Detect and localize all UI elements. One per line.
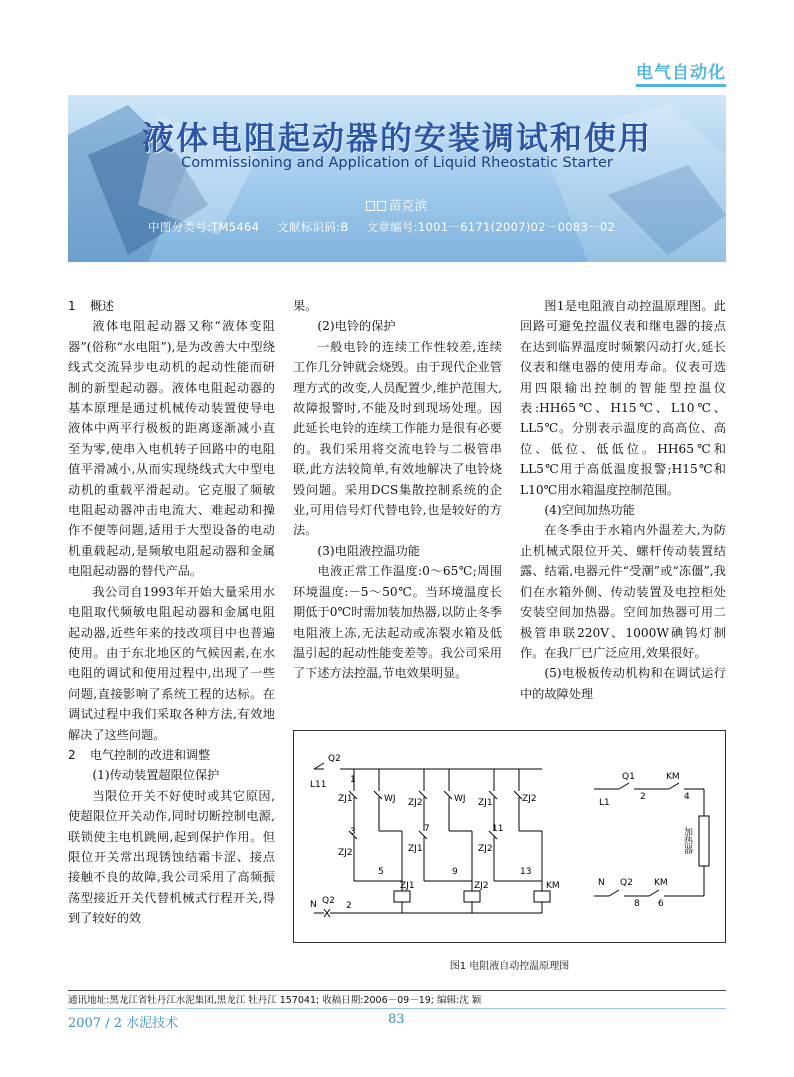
label: Q2	[328, 754, 341, 764]
author-name: 苗克滨	[388, 199, 428, 214]
title-banner	[68, 95, 726, 262]
section-title: 概述	[90, 299, 115, 313]
text-column-2	[293, 296, 502, 684]
paragraph: 当限位开关不好使时或其它原因,使超限位开关动作,同时切断控制电源,联锁使主电机跳闸,起到保护作用。但限位开关常出现锈蚀结霜卡涩、接点接触不良的故障,我公司采用了高频振荡型接近开关代替机械式行程开关,得到了较好的效	[68, 788, 275, 926]
section-heading	[68, 296, 275, 316]
subsection-heading: (1)传动装置超限位保护	[92, 768, 220, 783]
label: KM	[654, 878, 668, 888]
section-title: 电气控制的改进和调整	[90, 747, 211, 762]
label: L11	[310, 780, 327, 790]
label: 13	[520, 867, 532, 877]
label: ZJ2	[474, 881, 489, 891]
label: KM	[666, 772, 680, 782]
footnote-divider	[68, 990, 726, 991]
label: Q2	[322, 896, 335, 906]
journal-issue: 2007 / 2 水泥技术	[68, 1016, 179, 1031]
label: 5	[378, 867, 384, 877]
label: 8	[634, 899, 640, 909]
section-heading	[68, 745, 275, 765]
label: ZJ1	[338, 794, 353, 804]
article-subtitle: Commissioning and Application of Liquid Rheostatic Starter	[181, 155, 613, 171]
label: 6	[658, 899, 664, 909]
document-code: 文献标识码:B	[277, 220, 349, 234]
circuit-diagram	[293, 730, 726, 943]
article-number: 文章编号:1001－6171(2007)02－0083－02	[366, 220, 616, 234]
label: ZJ1	[478, 798, 493, 808]
label: ZJ2	[478, 844, 493, 854]
label: 加热器	[682, 827, 692, 854]
left-circuit	[314, 763, 550, 917]
label: WJ	[454, 794, 466, 804]
label: ZJ1	[408, 844, 423, 854]
label: KM	[546, 881, 560, 891]
label: 7	[424, 824, 430, 834]
label: Q1	[622, 772, 635, 782]
subsection-heading: (2)电铃的保护	[317, 319, 396, 334]
subsection-heading: (4)空间加热功能	[544, 503, 635, 518]
author-line	[68, 195, 726, 214]
label: 9	[452, 867, 458, 877]
label: 3	[350, 827, 356, 837]
label: ZJ1	[400, 881, 415, 891]
section-number: 1	[68, 299, 76, 313]
clc-number: 中图分类号:TM5464	[148, 220, 260, 234]
diagram-labels	[310, 754, 693, 911]
paragraph: 一般电铃的连续工作性较差,连续工作几分钟就会烧毁。由于现代企业管理方式的改变,人员配置少,维护范围大,故障报警时,不能及时到现场处理。因此延长电铃的连续工作能力是很有必要的。我们采用将交流电铃与二极管串联,此方法较简单,有效地解决了电铃烧毁问题。采用DCS集散控制系统的企业,可用信号灯代替电铃,也是较好的方法。	[293, 339, 502, 538]
label: ZJ2	[338, 848, 353, 858]
paragraph: 电液正常工作温度:0～65℃;周围环境温度:－5～50℃。当环境温度长期低于0℃时需加装加热器,以防止冬季电阻液上冻,无法起动或冻裂水箱及低温引起的起动性能变差等。我公司采用了下述方法控温,节电效果明显。	[293, 564, 502, 681]
section-tag: 电气自动化	[636, 58, 726, 87]
label: N	[598, 878, 605, 888]
footer-divider	[68, 1008, 726, 1009]
page-number: 83	[388, 1012, 405, 1027]
label: Q2	[620, 878, 633, 888]
placeholder-box	[377, 201, 386, 211]
subsection-heading: (5)电极板传动机构和在调试运行中的故障处理	[520, 666, 726, 701]
label: L1	[599, 798, 610, 808]
label: N	[310, 900, 317, 910]
label: ZJ2	[408, 798, 423, 808]
label: ZJ2	[522, 794, 537, 804]
placeholder-box	[366, 201, 375, 211]
label: 2	[640, 792, 646, 802]
paragraph: 果。	[293, 299, 318, 313]
article-title: 液体电阻起动器的安装调试和使用	[141, 119, 652, 157]
paragraph: 图1是电阻液自动控温原理图。此回路可避免控温仪表和继电器的接点在达到临界温度时频繁闪动打火,延长仪表和继电器的使用寿命。仪表可选用四限输出控制的智能型控温仪表:HH65℃、H15℃、L10℃、LL5℃。分别表示温度的高高位、高位、低位、低低位。HH65℃和LL5℃用于高低温度报警;H15℃和L10℃用水箱温度控制范围。	[520, 299, 726, 497]
paragraph: 我公司自1993年开始大量采用水电阻取代频敏电阻起动器和金属电阻起动器,近些年来的技改项目中也普遍使用。由于东北地区的气候因素,在水电阻的调试和使用过程中,出现了一些问题,直接影响了系统工程的达标。在调试过程中我们采取各种方法,有效地解决了这些问题。	[68, 584, 275, 742]
label: 4	[684, 792, 690, 802]
label: 1	[350, 775, 356, 785]
section-number: 2	[68, 747, 76, 762]
label: 11	[492, 824, 504, 834]
text-column-1	[68, 296, 275, 929]
text-column-3	[520, 296, 726, 704]
figure-caption: 图1 电阻液自动控温原理图	[449, 961, 570, 972]
footnote: 通讯地址:黑龙江省牡丹江水泥集团,黑龙江 牡丹江 157041; 收稿日期:2006－09－19; 编辑:沈 颖	[68, 995, 482, 1006]
classification-line	[148, 219, 629, 235]
paragraph: 在冬季由于水箱内外温差大,为防止机械式限位开关、螺杆传动装置结露、结霜,电器元件“受潮”或“冻僵”,我们在水箱外侧、传动装置及电控柜处安装空间加热器。空间加热器可用二极管串联220V、1000W碘钨灯制作。在我厂已广泛应用,效果很好。	[520, 523, 726, 660]
label: WJ	[384, 794, 396, 804]
paragraph: 液体电阻起动器又称“液体变阻器”(俗称“水电阻”),是为改善大中型绕线式交流异步电动机的起动性能而研制的新型起动器。液体电阻起动器的基本原理是通过机械传动装置使导电液体中两平行极板的距离逐渐减小直至为零,使串入电机转子回路中的电阻值平滑减小,从而实现绕线式大中型电动机的重载平滑起动。它克服了频敏电阻起动器冲击电流大、难起动和操作不便等问题,适用于大型设备的电动机重载起动,是频敏电阻起动器和金属电阻起动器的替代产品。	[68, 319, 275, 579]
subsection-heading: (3)电阻液控温功能	[317, 543, 420, 558]
label: 2	[346, 901, 352, 911]
